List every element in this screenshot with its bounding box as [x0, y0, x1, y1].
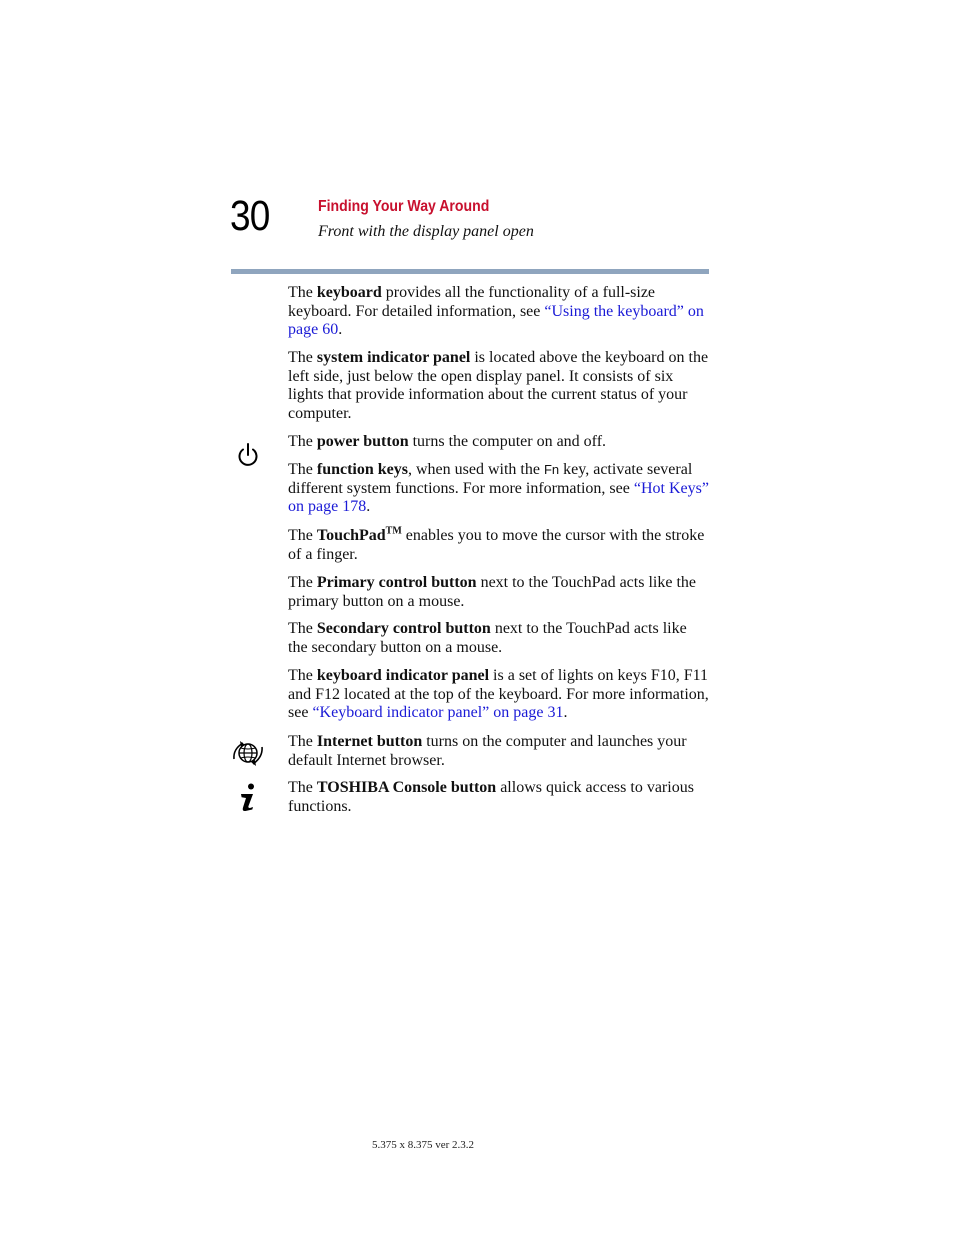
term-power-button: power button: [316, 433, 409, 450]
link-hot-keys[interactable]: “Hot Keys” on page 178: [288, 479, 709, 516]
term-toshiba-console-button: TOSHIBA Console button: [316, 779, 497, 796]
term-touchpad: TouchPad: [316, 527, 386, 544]
footer-version: 5.375 x 8.375 ver 2.3.2: [372, 1139, 475, 1151]
page-number: 30: [230, 192, 270, 240]
paragraph-function-keys: The function keys, when used with the Fn key, activate several different system functions. For more information, see “Hot Keys” on page 178.: [288, 461, 709, 516]
paragraph-internet-button: The Internet button turns on the computer and launches your default Internet browser.: [288, 733, 687, 769]
paragraph-touchpad: The TouchPad™ enables you to move the cursor with the stroke of a finger.: [288, 525, 705, 563]
section-subtitle: Front with the display panel open: [318, 223, 534, 240]
paragraph-console-button: The TOSHIBA Console button allows quick access to various functions.: [288, 779, 694, 815]
paragraph-system-indicator: The system indicator panel is located above the keyboard on the left side, just below the open display panel. It consists of six lights that provide information about the current status of your computer.: [288, 349, 709, 422]
fn-key-label: Fn: [543, 462, 560, 477]
term-internet-button: Internet button: [316, 733, 423, 750]
info-icon: [238, 782, 260, 817]
term-function-keys: function keys: [316, 461, 408, 478]
term-system-indicator-panel: system indicator panel: [316, 349, 471, 366]
paragraph-secondary-button: The Secondary control button next to the TouchPad acts like the secondary button on a mouse.: [288, 620, 687, 656]
term-keyboard: keyboard: [316, 284, 382, 301]
term-secondary-control-button: Secondary control button: [316, 620, 491, 637]
link-keyboard-indicator-panel[interactable]: “Keyboard indicator panel” on page 31: [312, 704, 564, 722]
paragraph-primary-button: The Primary control button next to the TouchPad acts like the primary button on a mouse.: [288, 574, 696, 610]
power-icon: [236, 442, 260, 473]
chapter-title: Finding Your Way Around: [318, 198, 490, 215]
globe-icon: [230, 739, 266, 774]
paragraph-power-button: The power button turns the computer on and off.: [288, 433, 607, 450]
paragraph-keyboard: The keyboard provides all the functionality of a full-size keyboard. For detailed information, see “Using the keyboard” on page 60.: [288, 284, 704, 339]
header-rule: [231, 269, 709, 274]
term-keyboard-indicator-panel: keyboard indicator panel: [316, 667, 490, 684]
link-using-the-keyboard[interactable]: “Using the keyboard” on page 60: [288, 302, 704, 339]
trademark-mark: TM: [385, 525, 402, 537]
paragraph-keyboard-indicator: The keyboard indicator panel is a set of lights on keys F10, F11 and F12 located at the top of the keyboard. For more information, see “Keyboard indicator panel” on page 31.: [288, 667, 709, 722]
term-primary-control-button: Primary control button: [316, 574, 477, 591]
